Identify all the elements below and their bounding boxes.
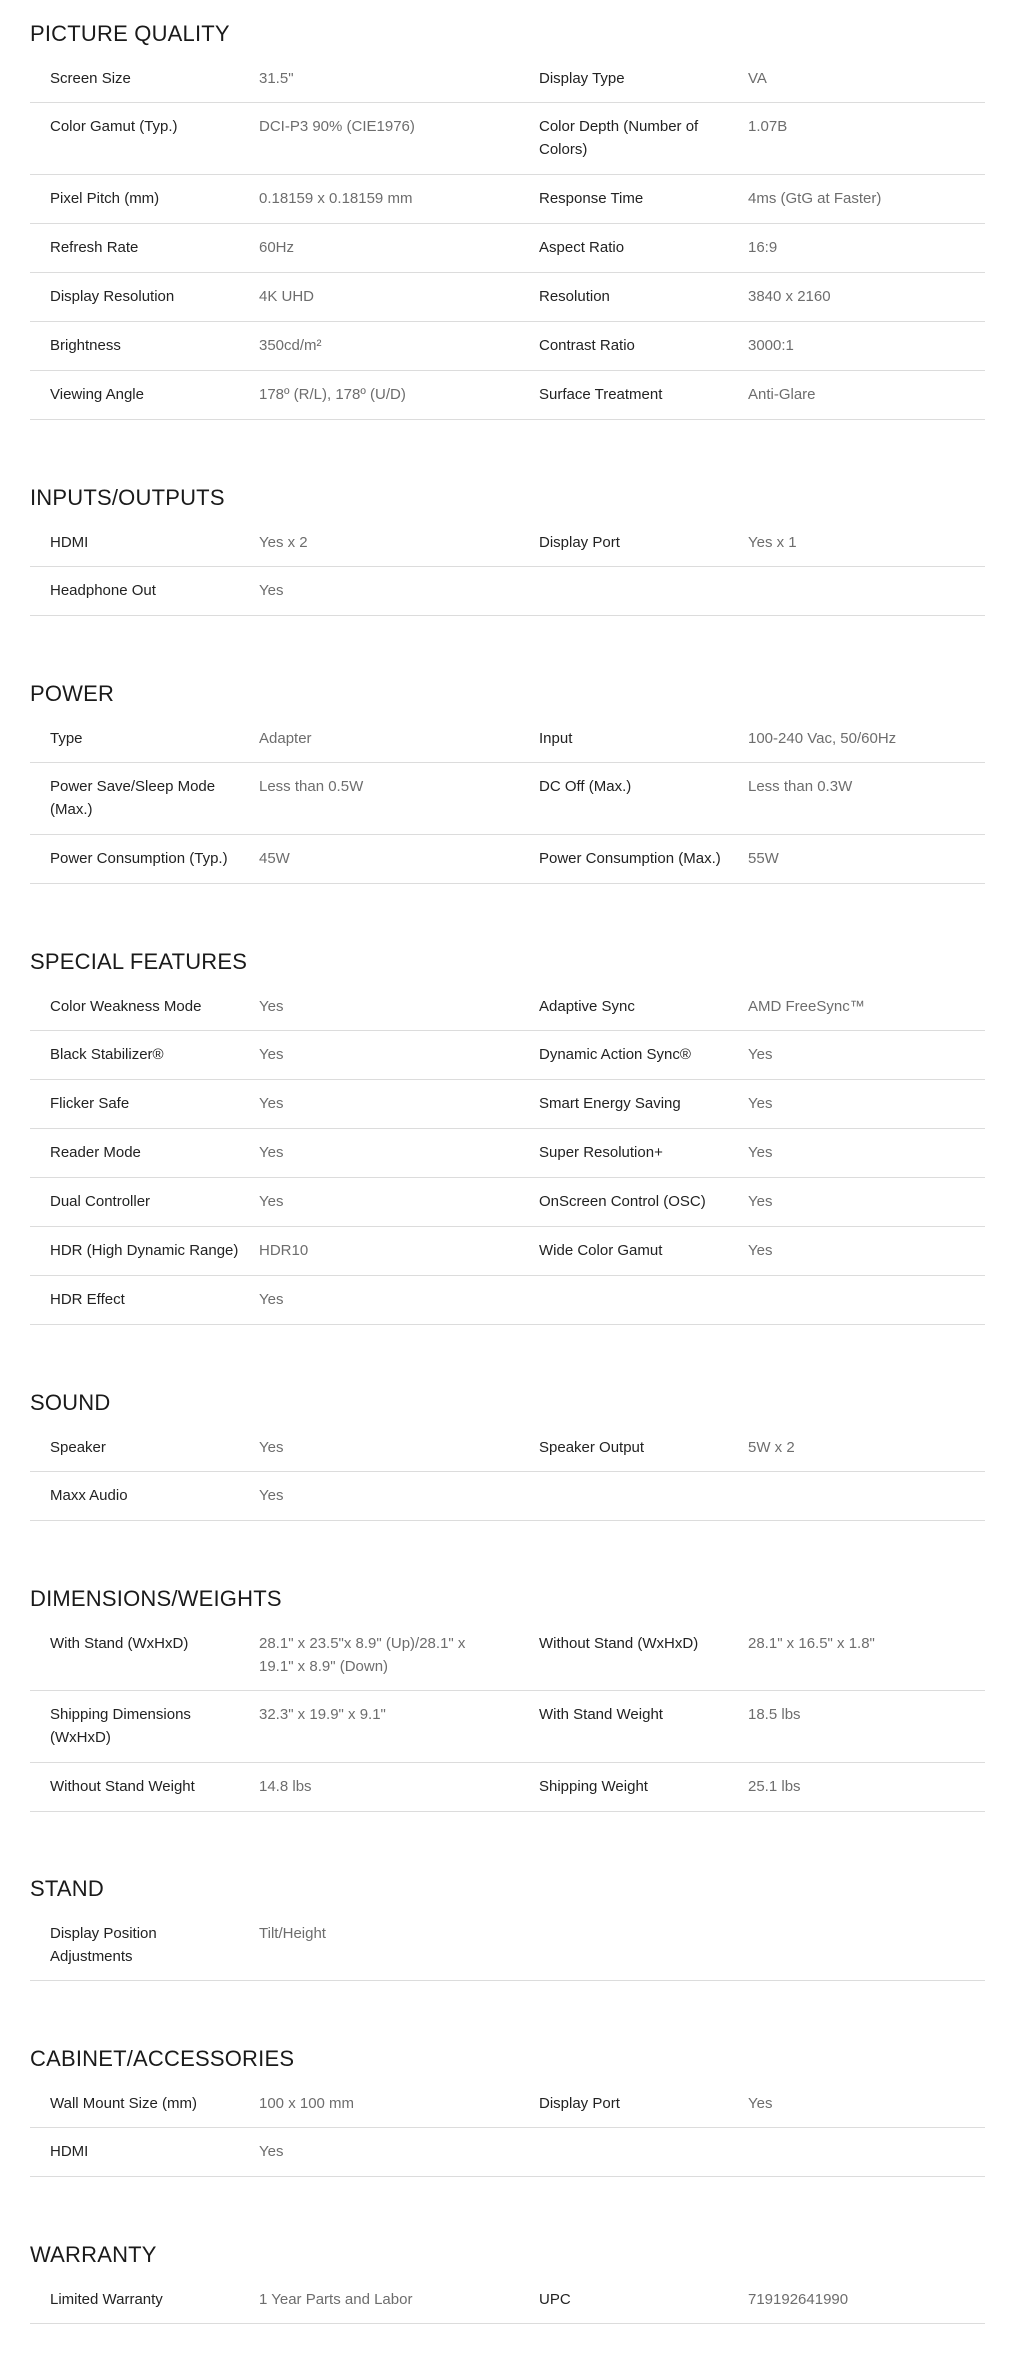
spec-value: 3000:1 <box>748 337 794 354</box>
spec-label: Screen Size <box>50 70 131 87</box>
spec-row <box>30 54 985 103</box>
spec-label: Aspect Ratio <box>539 239 625 256</box>
spec-value: 0.18159 x 0.18159 mm <box>259 190 413 207</box>
spec-row <box>30 1031 985 1080</box>
spec-row <box>30 714 985 763</box>
spec-row <box>30 175 985 224</box>
spec-row <box>30 1691 985 1763</box>
spec-value: VA <box>748 70 767 87</box>
spec-label: Response Time <box>539 190 644 207</box>
section-title: POWER <box>30 681 115 706</box>
spec-value: Yes <box>748 1144 773 1161</box>
spec-row <box>30 835 985 884</box>
spec-value: Yes <box>748 1242 773 1259</box>
spec-value: HDR10 <box>259 1242 309 1259</box>
spec-value: DCI-P3 90% (CIE1976) <box>259 118 415 135</box>
spec-label: Color Weakness Mode <box>50 998 202 1015</box>
spec-label: Input <box>539 730 573 747</box>
spec-label: Super Resolution+ <box>539 1144 663 1161</box>
spec-row <box>30 1080 985 1129</box>
spec-label: HDR Effect <box>50 1291 125 1308</box>
spec-row <box>30 1178 985 1227</box>
spec-label: Without Stand (WxHxD) <box>539 1635 699 1652</box>
spec-value: Yes <box>259 1193 284 1210</box>
spec-value: 5W x 2 <box>748 1439 795 1456</box>
spec-value: 719192641990 <box>748 2291 849 2308</box>
spec-label: With Stand (WxHxD) <box>50 1635 189 1652</box>
spec-value: Yes <box>259 1144 284 1161</box>
spec-value: Yes x 2 <box>259 534 308 551</box>
spec-row <box>30 273 985 322</box>
section-title: PICTURE QUALITY <box>30 21 230 46</box>
spec-row <box>30 224 985 273</box>
spec-value: 350cd/m² <box>259 337 322 354</box>
spec-row <box>30 1227 985 1276</box>
spec-value: Yes <box>259 1439 284 1456</box>
spec-label: Maxx Audio <box>50 1487 128 1504</box>
spec-row <box>30 1276 985 1325</box>
spec-value: Yes x 1 <box>748 534 797 551</box>
spec-label: Shipping Weight <box>539 1778 648 1795</box>
section-inputs-outputs <box>30 484 985 616</box>
spec-label: Display Resolution <box>50 288 175 305</box>
spec-value: Anti-Glare <box>748 386 816 403</box>
spec-label: DC Off (Max.) <box>539 778 632 795</box>
spec-label: Black Stabilizer® <box>50 1046 164 1063</box>
spec-row <box>30 322 985 371</box>
spec-label: Wall Mount Size (mm) <box>50 2095 197 2112</box>
spec-row <box>30 1619 985 1691</box>
spec-label: Without Stand Weight <box>50 1778 195 1795</box>
section-title: SOUND <box>30 1390 111 1415</box>
spec-row <box>30 1472 985 1521</box>
spec-label: Type <box>50 730 83 747</box>
spec-value: Yes <box>748 1095 773 1112</box>
spec-label: Speaker <box>50 1439 106 1456</box>
section-power <box>30 680 985 884</box>
spec-label: Display Port <box>539 534 620 551</box>
spec-label: Contrast Ratio <box>539 337 635 354</box>
spec-label: Speaker Output <box>539 1439 645 1456</box>
section-title: DIMENSIONS/WEIGHTS <box>30 1586 282 1611</box>
spec-label: Smart Energy Saving <box>539 1095 681 1112</box>
spec-value: 32.3" x 19.9" x 9.1" <box>259 1706 386 1723</box>
spec-label: Headphone Out <box>50 582 156 599</box>
spec-label: Reader Mode <box>50 1144 141 1161</box>
spec-value: 100 x 100 mm <box>259 2095 355 2112</box>
spec-label: HDR (High Dynamic Range) <box>50 1242 239 1259</box>
spec-label: OnScreen Control (OSC) <box>539 1193 706 1210</box>
spec-value: AMD FreeSync™ <box>748 998 865 1015</box>
spec-label: Display Type <box>539 70 625 87</box>
spec-value: 55W <box>748 850 779 867</box>
spec-row <box>30 2275 985 2324</box>
spec-value: Yes <box>748 1193 773 1210</box>
spec-label: Color Gamut (Typ.) <box>50 118 178 135</box>
spec-row <box>30 982 985 1031</box>
spec-label: Refresh Rate <box>50 239 139 256</box>
spec-label: Dual Controller <box>50 1193 151 1210</box>
spec-label: Flicker Safe <box>50 1095 130 1112</box>
spec-value: Yes <box>259 1046 284 1063</box>
spec-value: Less than 0.3W <box>748 778 853 795</box>
spec-label: Brightness <box>50 337 121 354</box>
spec-label: Power Save/Sleep Mode (Max.) <box>50 778 216 818</box>
spec-label: With Stand Weight <box>539 1706 663 1723</box>
spec-value: 18.5 lbs <box>748 1706 801 1723</box>
spec-label: Surface Treatment <box>539 386 663 403</box>
spec-value: 28.1" x 16.5" x 1.8" <box>748 1635 875 1652</box>
spec-row <box>30 518 985 567</box>
spec-row <box>30 371 985 420</box>
spec-value: 25.1 lbs <box>748 1778 801 1795</box>
spec-value: 3840 x 2160 <box>748 288 831 305</box>
spec-label: Pixel Pitch (mm) <box>50 190 160 207</box>
spec-label: Resolution <box>539 288 610 305</box>
spec-row <box>30 1909 985 1981</box>
spec-value: 178º (R/L), 178º (U/D) <box>259 386 406 403</box>
spec-label: Dynamic Action Sync® <box>539 1046 691 1063</box>
spec-value: Yes <box>259 2143 284 2160</box>
section-sound <box>30 1389 985 1521</box>
spec-value: 100-240 Vac, 50/60Hz <box>748 730 897 747</box>
spec-label: Display Position Adjustments <box>50 1925 157 1965</box>
spec-label: HDMI <box>50 2143 89 2160</box>
spec-row <box>30 2128 985 2177</box>
spec-value: Yes <box>259 582 284 599</box>
spec-row <box>30 103 985 175</box>
spec-value: Yes <box>748 1046 773 1063</box>
spec-value: 31.5" <box>259 70 294 87</box>
section-title: SPECIAL FEATURES <box>30 949 248 974</box>
spec-value: Yes <box>259 1291 284 1308</box>
spec-value: 45W <box>259 850 290 867</box>
spec-label: Power Consumption (Typ.) <box>50 850 228 867</box>
spec-value: 4ms (GtG at Faster) <box>748 190 882 207</box>
spec-value: Adapter <box>259 730 312 747</box>
spec-row <box>30 1129 985 1178</box>
spec-label: Wide Color Gamut <box>539 1242 663 1259</box>
spec-row <box>30 1423 985 1472</box>
section-title: WARRANTY <box>30 2242 157 2267</box>
spec-value: 16:9 <box>748 239 778 256</box>
section-stand <box>30 1875 985 1981</box>
spec-value: 1.07B <box>748 118 788 135</box>
spec-label: Adaptive Sync <box>539 998 635 1015</box>
section-special-features <box>30 948 985 1325</box>
spec-label: Limited Warranty <box>50 2291 163 2308</box>
section-cabinet-accessories <box>30 2045 985 2177</box>
spec-row <box>30 1763 985 1812</box>
spec-label: Viewing Angle <box>50 386 144 403</box>
spec-value: Yes <box>259 1095 284 1112</box>
spec-label: Power Consumption (Max.) <box>539 850 721 867</box>
spec-label: UPC <box>539 2291 571 2308</box>
spec-value: Yes <box>259 998 284 1015</box>
spec-label: Display Port <box>539 2095 620 2112</box>
section-picture-quality <box>30 20 985 420</box>
section-title: STAND <box>30 1876 104 1901</box>
spec-value: Yes <box>748 2095 773 2112</box>
spec-row <box>30 567 985 616</box>
spec-row <box>30 763 985 835</box>
spec-value: Tilt/Height <box>259 1925 326 1942</box>
spec-value: 4K UHD <box>259 288 315 305</box>
spec-value: 28.1" x 23.5"x 8.9" (Up)/28.1" x 19.1" x 8.9" (Down) <box>259 1635 466 1675</box>
spec-label: Shipping Dimensions (WxHxD) <box>50 1706 191 1746</box>
spec-value: 1 Year Parts and Labor <box>259 2291 413 2308</box>
spec-row <box>30 2079 985 2128</box>
spec-value: Yes <box>259 1487 284 1504</box>
spec-value: Less than 0.5W <box>259 778 364 795</box>
section-dimensions-weights <box>30 1585 985 1812</box>
spec-label: Color Depth (Number of Colors) <box>539 118 699 158</box>
spec-value: 14.8 lbs <box>259 1778 312 1795</box>
section-title: CABINET/ACCESSORIES <box>30 2046 295 2071</box>
section-warranty <box>30 2241 985 2324</box>
spec-label: HDMI <box>50 534 89 551</box>
spec-value: 60Hz <box>259 239 295 256</box>
section-title: INPUTS/OUTPUTS <box>30 485 225 510</box>
